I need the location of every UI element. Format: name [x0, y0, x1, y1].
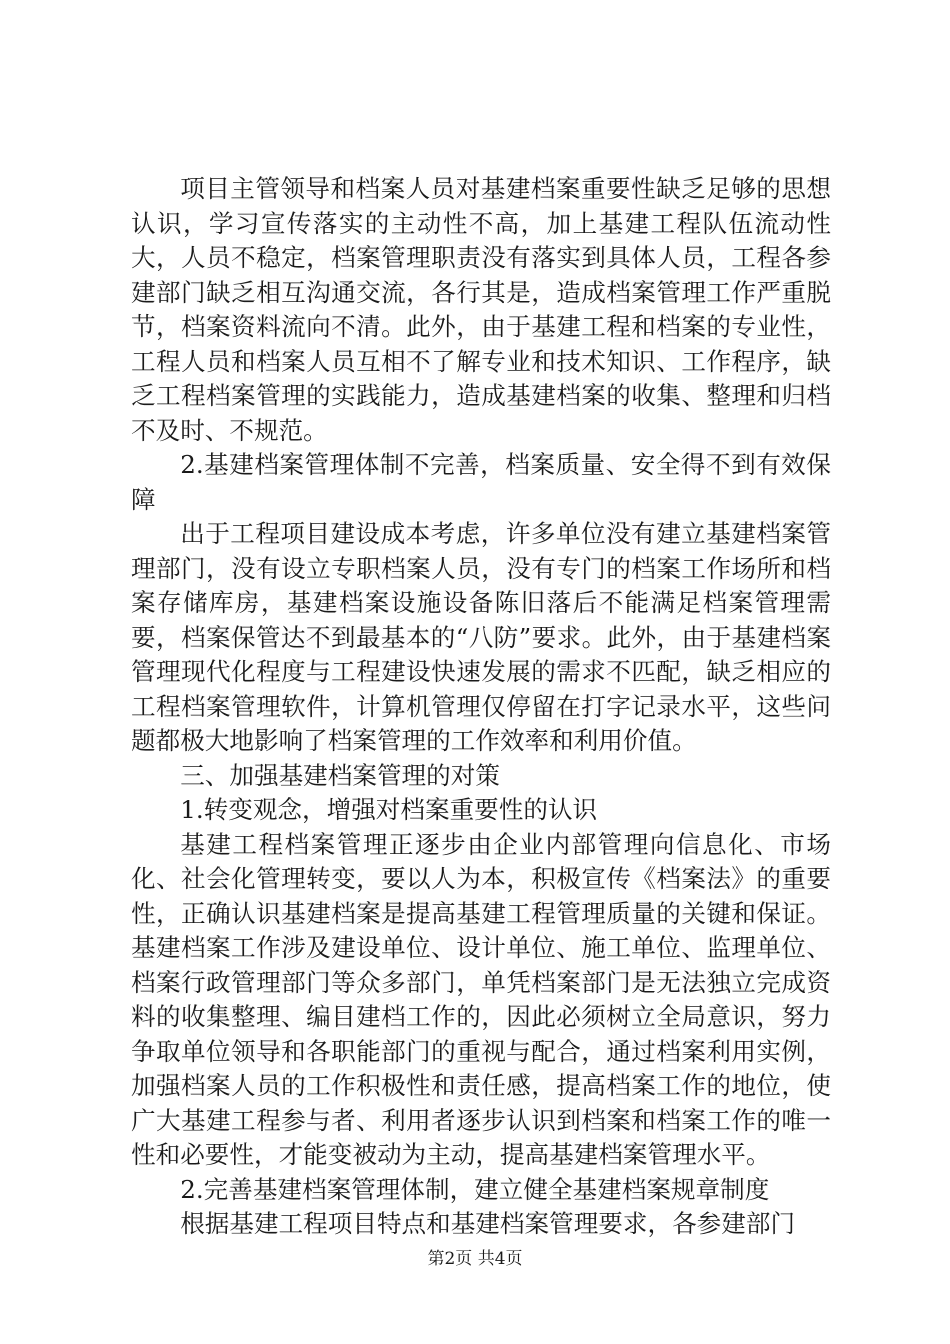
section-heading-countermeasures: 三、加强基建档案管理的对策 — [180, 760, 500, 790]
heading-change-concept: 1.转变观念，增强对档案重要性的认识 — [180, 795, 598, 824]
heading-management-system: 2.基建档案管理体制不完善，档案质量、安全得不到有效保障 — [131, 450, 831, 514]
paragraph-improve-system: 根据基建工程项目特点和基建档案管理要求，各参建部门 — [180, 1209, 796, 1238]
page-footer: 第2页 共4页 — [427, 1249, 523, 1269]
paragraph-change-concept: 基建工程档案管理正逐步由企业内部管理向信息化、市场化、社会化管理转变，要以人为本，积极宣传《档案法》的重要性，正确认识基建档案是提高基建工程管理质量的关键和保证。基建档案工作涉及建设单位、设计单位、施工单位、监理单位、档案行政管理部门等众多部门，单凭档案部门是无法独立完成资料的收集整理、编目建档工作的，因此必须树立全局意识，努力争取单位领导和各职能部门的重视与配合，通过档案利用实例，加强档案人员的工作积极性和责任感，提高档案工作的地位，使广大基建工程参与者、利用者逐步认识到档案和档案工作的唯一性和必要性，才能变被动为主动，提高基建档案管理水平。 — [131, 829, 831, 1169]
paragraph-cause-system: 出于工程项目建设成本考虑，许多单位没有建立基建档案管理部门，没有设立专职档案人员，没有专门的档案工作场所和档案存储库房，基建档案设施设备陈旧落后不能满足档案管理需要，档案保管达不到最基本的“八防”要求。此外，由于基建档案管理现代化程度与工程建设快速发展的需求不匹配，缺乏相应的工程档案管理软件，计算机管理仅停留在打字记录水平，这些问题都极大地影响了档案管理的工作效率和利用价值。 — [131, 519, 831, 755]
body-text — [131, 172, 831, 1242]
heading-improve-system: 2.完善基建档案管理体制，建立健全基建档案规章制度 — [180, 1174, 770, 1204]
paragraph-cause-awareness: 项目主管领导和档案人员对基建档案重要性缺乏足够的思想认识，学习宣传落实的主动性不高，加上基建工程队伍流动性大，人员不稳定，档案管理职责没有落实到具体人员，工程各参建部门缺乏相互沟通交流，各行其是，造成档案管理工作严重脱节，档案资料流向不清。此外，由于基建工程和档案的专业性，工程人员和档案人员互相不了解专业和技术知识、工作程序，缺乏工程档案管理的实践能力，造成基建档案的收集、整理和归档不及时、不规范。 — [131, 174, 831, 445]
